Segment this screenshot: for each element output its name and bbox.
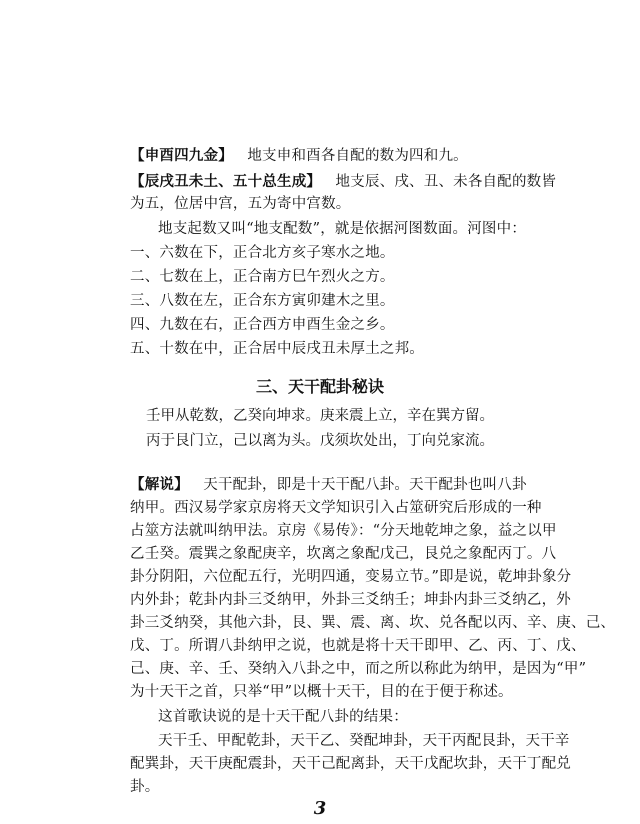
explain-line [130,475,527,495]
result-line: 卦。 [130,779,160,795]
explain-line: 己、庚、辛、壬、癸纳入八卦之中，而之所以称此为纳甲，是因为“甲” [130,661,587,677]
list-item: 二、七数在上，正合南方巳午烈火之方。 [130,269,395,285]
paragraph-chenxu-line1 [130,172,556,192]
term-text: 地支辰、戌、丑、未各自配的数皆 [335,174,557,190]
verse-line: 壬甲从乾数，乙癸向坤求。庚来震上立，辛在巽方留。 [146,408,494,424]
explain-text: 天干配卦，即是十天干配八卦。天干配卦也叫八卦 [203,477,527,493]
paragraph-hetu-intro: 地支起数又叫“地支配数”，就是依据河图数面。河图中： [158,221,527,237]
explain-line: 乙壬癸。震巽之象配庚辛，坎离之象配戊己，艮兑之象配丙丁。八 [130,546,557,562]
explain-line: 卦三爻纳癸，其他六卦，艮、巽、震、离、坎、兑各配以丙、辛、庚、己、 [130,615,616,631]
explain-line: 卦分阴阳，六位配五行，光明四通，变易立节。”即是说，乾坤卦象分 [130,569,572,585]
paragraph-shenyou [130,146,468,166]
term-heading: 【辰戌丑未土、五十总生成】 [130,173,322,190]
result-line: 配巽卦，天干庚配震卦，天干己配离卦，天干戊配坎卦，天干丁配兑 [130,756,571,772]
result-line: 天干壬、甲配乾卦，天干乙、癸配坤卦，天干丙配艮卦，天干辛 [158,733,570,749]
verse-line: 丙于艮门立，己以离为头。戊须坎处出，丁向兑家流。 [146,433,494,449]
term-text: 地支申和酉各自配的数为四和九。 [247,148,468,164]
list-item: 四、九数在右，正合西方申酉生金之乡。 [130,317,395,333]
explain-line: 纳甲。西汉易学家京房将天文学知识引入占筮研究后形成的一种 [130,500,542,516]
paragraph-chenxu-line2: 为五，位居中宫，五为寄中宫数。 [130,196,351,212]
explain-heading: 【解说】 [130,476,189,493]
list-item: 三、八数在左，正合东方寅卯建木之里。 [130,293,395,309]
explain-line: 为十天干之首，只举“甲”以概十天干，目的在于便于称述。 [130,684,513,700]
explain-line: 内外卦；乾卦内卦三爻纳甲，外卦三爻纳壬；坤卦内卦三爻纳乙，外 [130,592,571,608]
summary-line: 这首歌诀说的是十天干配八卦的结果： [158,709,408,725]
list-item: 一、六数在下，正合北方亥子寒水之地。 [130,245,395,261]
term-heading: 【申酉四九金】 [130,147,233,164]
explain-line: 占筮方法就叫纳甲法。京房《易传》：“分天地乾坤之象，益之以甲 [130,523,557,539]
explain-line: 戊、丁。所谓八卦纳甲之说，也就是将十天干即甲、乙、丙、丁、戊、 [130,638,586,654]
list-item: 五、十数在中，正合居中辰戌丑未厚土之邦。 [130,341,424,357]
section-title: 三、天干配卦秘诀 [255,377,384,396]
page-number: 3 [313,798,327,819]
